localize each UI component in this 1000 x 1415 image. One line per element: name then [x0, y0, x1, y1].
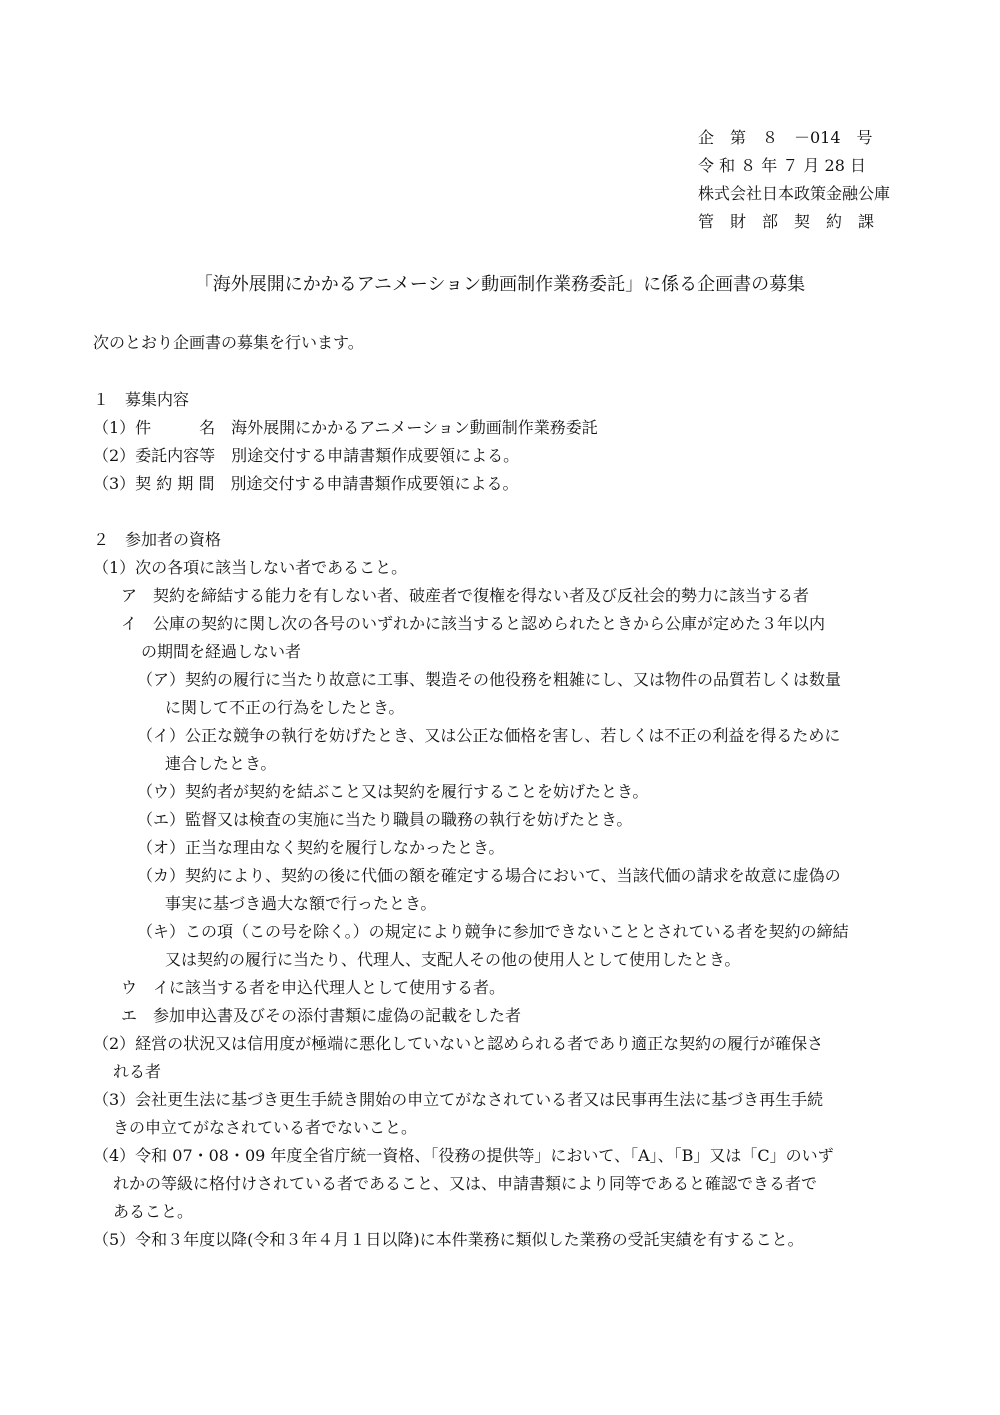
sub-item-a: （ア）契約の履行に当たり故意に工事、製造その他役務を粗雑にし、又は物件の品質若しくは数量 [137, 670, 842, 689]
sub-item-u: （ウ）契約者が契約を結ぶこと又は契約を履行することを妨げたとき。 [137, 782, 649, 801]
eligibility-item-2: （2）経営の状況又は信用度が極端に悪化していないと認められる者であり適正な契約の履行が確保さ [93, 1034, 824, 1053]
intro-text: 次のとおり企画書の募集を行います。 [93, 333, 364, 352]
eligibility-item-4-cont2: あること。 [113, 1202, 194, 1221]
recruitment-item-name: （1）件 名 海外展開にかかるアニメーション動画制作業務委託 [93, 418, 598, 437]
eligibility-item-1-i: イ 公庫の契約に関し次の各号のいずれかに該当すると認められたときから公庫が定めた３年以内 [121, 614, 826, 633]
sub-item-a-cont: に関して不正の行為をしたとき。 [165, 698, 405, 717]
document-header [698, 124, 913, 236]
sub-item-i-cont: 連合したとき。 [165, 754, 277, 773]
sub-item-o: （オ）正当な理由なく契約を履行しなかったとき。 [137, 838, 505, 857]
document-body [93, 386, 913, 1254]
sub-item-ki: （キ）この項（この号を除く。）の規定により競争に参加できないこととされている者を契約の締結 [137, 922, 849, 941]
sub-item-ka-cont: 事実に基づき過大な額で行ったとき。 [165, 894, 437, 913]
eligibility-item-5: （5）令和３年度以降(令和３年４月１日以降)に本件業務に類似した業務の受託実績を有すること。 [93, 1230, 804, 1249]
eligibility-item-1-e: エ 参加申込書及びその添付書類に虚偽の記載をした者 [121, 1006, 522, 1025]
eligibility-item-1-u: ウ イに該当する者を申込代理人として使用する者。 [121, 978, 506, 997]
eligibility-item-3-cont: きの申立てがなされている者でないこと。 [113, 1118, 418, 1137]
eligibility-item-1-i-cont: の期間を経過しない者 [141, 642, 302, 661]
sub-item-ki-cont: 又は契約の履行に当たり、代理人、支配人その他の使用人として使用したとき。 [165, 950, 741, 969]
document-date: 令 和 ８ 年 ７ 月 28 日 [698, 156, 866, 175]
eligibility-item-2-cont: れる者 [113, 1062, 162, 1081]
eligibility-item-4-cont: れかの等級に格付けされている者であること、又は、申請書類により同等であると確認できる者で [113, 1174, 818, 1193]
recruitment-item-content: （2）委託内容等 別途交付する申請書類作成要領による。 [93, 446, 520, 465]
document-title: 「海外展開にかかるアニメーション動画制作業務委託」に係る企画書の募集 [194, 274, 806, 295]
issuing-organization: 株式会社日本政策金融公庫 [698, 184, 891, 203]
section-heading-eligibility: ２ 参加者の資格 [93, 530, 222, 549]
sub-item-i: （イ）公正な競争の執行を妨げたとき、又は公正な価格を害し、若しくは不正の利益を得るために [137, 726, 841, 745]
section-heading-recruitment: １ 募集内容 [93, 390, 190, 409]
eligibility-item-1-a: ア 契約を締結する能力を有しない者、破産者で復権を得ない者及び反社会的勢力に該当する者 [121, 586, 810, 605]
recruitment-item-period: （3）契 約 期 間 別途交付する申請書類作成要領による。 [93, 474, 519, 493]
eligibility-item-3: （3）会社更生法に基づき更生手続き開始の申立てがなされている者又は民事再生法に基づき再生手続 [93, 1090, 824, 1109]
eligibility-item-1: （1）次の各項に該当しない者であること。 [93, 558, 408, 577]
document-number: 企 第 ８ －014 号 [698, 128, 873, 147]
sub-item-e: （エ）監督又は検査の実施に当たり職員の職務の執行を妨げたとき。 [137, 810, 633, 829]
eligibility-item-4: （4）令和 07・08・09 年度全省庁統一資格、「役務の提供等」において、「A」、「B」又は「C」のいず [93, 1146, 834, 1165]
sub-item-ka: （カ）契約により、契約の後に代価の額を確定する場合において、当該代価の請求を故意に虚偽の [137, 866, 841, 885]
issuing-department: 管 財 部 契 約 課 [698, 212, 875, 231]
